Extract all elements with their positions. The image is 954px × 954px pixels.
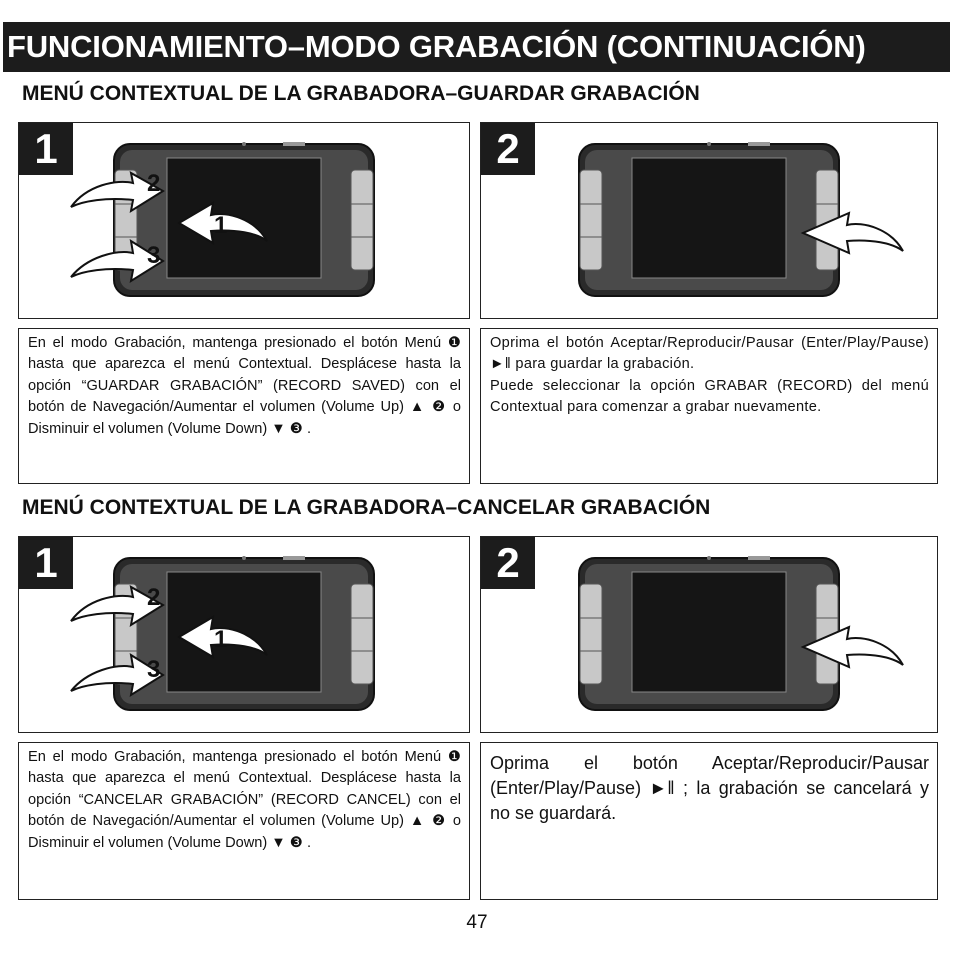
- callout-label: 1: [214, 626, 228, 653]
- instruction-paragraph: Puede seleccionar la opción GRABAR (RECORD) del menú Contextual para comenzar a grabar nuevamente.: [490, 377, 929, 416]
- callout-label: 2: [147, 170, 161, 197]
- step-panel-cancel-1: [18, 536, 470, 733]
- arrow-callouts-graphic: [67, 581, 287, 701]
- step-number: 2: [481, 123, 535, 175]
- instruction-text-cancel-2: Oprima el botón Aceptar/Reproducir/Pausar (Enter/Play/Pause) ►ǁ ; la grabación se cancelará y no se guardará.: [480, 742, 938, 900]
- instruction-paragraph: Oprima el botón Aceptar/Reproducir/Pausar (Enter/Play/Pause) ►ǁ para guardar la grabación.: [490, 335, 929, 373]
- step-number: 1: [19, 123, 73, 175]
- step-panel-cancel-2: [480, 536, 938, 733]
- instruction-text-save-2: [480, 328, 938, 484]
- step-panel-save-2: [480, 122, 938, 319]
- instruction-text-cancel-1: En el modo Grabación, mantenga presionado el botón Menú ❶ hasta que aparezca el menú Contextual. Desplácese hasta la opción “CANCELAR GRABACIÓN” (RECORD CANCEL) con el botón de Navegación/Aumentar el volumen (Volume Up) ▲ ❷ o Disminuir el volumen (Volume Down) ▼ ❸ .: [18, 742, 470, 900]
- callout-label: 3: [147, 656, 161, 683]
- page-title: FUNCIONAMIENTO–MODO GRABACIÓN (CONTINUACIÓN): [3, 22, 950, 72]
- step-panel-save-1: [18, 122, 470, 319]
- callout-label: 1: [214, 212, 228, 239]
- section-title-cancel: MENÚ CONTEXTUAL DE LA GRABADORA–CANCELAR GRABACIÓN: [22, 496, 711, 519]
- instruction-text-save-1: En el modo Grabación, mantenga presionado el botón Menú ❶ hasta que aparezca el menú Contextual. Desplácese hasta la opción “GUARDAR GRABACIÓN” (RECORD SAVED) con el botón de Navegación/Aumentar el volumen (Volume Up) ▲ ❷ o Disminuir el volumen (Volume Down) ▼ ❸ .: [18, 328, 470, 484]
- arrow-callouts-graphic: [67, 167, 287, 287]
- step-number: 1: [19, 537, 73, 589]
- callout-label: 3: [147, 242, 161, 269]
- arrow-enter-callout-icon: [799, 193, 909, 263]
- callout-label: 2: [147, 584, 161, 611]
- page-number: 47: [466, 912, 488, 933]
- step-number: 2: [481, 537, 535, 589]
- arrow-enter-callout-icon: [799, 607, 909, 677]
- section-title-save: MENÚ CONTEXTUAL DE LA GRABADORA–GUARDAR GRABACIÓN: [22, 82, 700, 105]
